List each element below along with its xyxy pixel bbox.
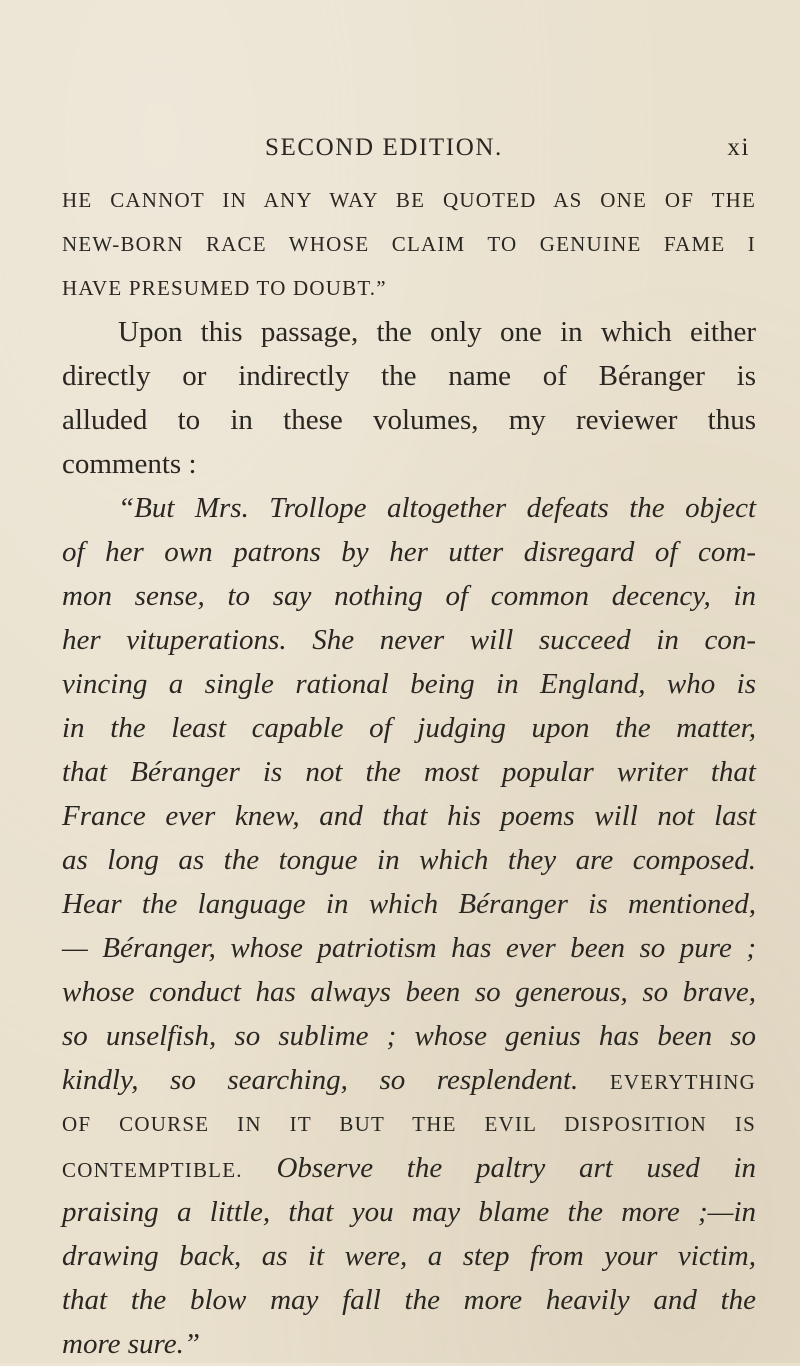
text-line: comments :	[62, 448, 197, 480]
text-line: whose conduct has always been so generous, so brave,	[62, 976, 756, 1008]
text-line	[62, 1146, 756, 1190]
text-line: of her own patrons by her utter disregard of com-	[62, 536, 756, 568]
text-line: drawing back, as it were, a step from your victim,	[62, 1240, 756, 1272]
running-header	[265, 134, 750, 174]
text-line	[62, 1058, 756, 1102]
text-line: as long as the tongue in which they are composed.	[62, 844, 756, 876]
text-line: so unselfish, so sublime ; whose genius has been so	[62, 1020, 756, 1052]
text-line: in the least capable of judging upon the matter,	[62, 712, 756, 744]
text-line: her vituperations. She never will succeed in con-	[62, 624, 756, 656]
text-line: vincing a single rational being in England, who is	[62, 668, 756, 700]
small-caps-segment: CONTEMPTIBLE.	[62, 1158, 243, 1182]
page-number: xi	[727, 134, 750, 161]
text-line: directly or indirectly the name of Béranger is	[62, 360, 756, 392]
text-line: alluded to in these volumes, my reviewer thus	[62, 404, 756, 436]
text-line: Upon this passage, the only one in which either	[118, 316, 756, 348]
text-line: praising a little, that you may blame the more ;—in	[62, 1196, 756, 1228]
text-line: HE CANNOT IN ANY WAY BE QUOTED AS ONE OF THE	[62, 188, 756, 212]
text-line: that the blow may fall the more heavily and the	[62, 1284, 756, 1316]
running-head-title: SECOND EDITION.	[265, 134, 503, 161]
text-line: France ever knew, and that his poems will not last	[62, 800, 756, 832]
text-line: HAVE PRESUMED TO DOUBT.”	[62, 276, 387, 300]
small-caps-segment: EVERYTHING	[609, 1070, 756, 1094]
text-line: — Béranger, whose patriotism has ever been so pure ;	[62, 932, 756, 964]
text-line: Hear the language in which Béranger is mentioned,	[62, 888, 756, 920]
text-line: more sure.”	[62, 1328, 201, 1360]
text-line: NEW-BORN RACE WHOSE CLAIM TO GENUINE FAME I	[62, 232, 756, 256]
text-segment: Observe the paltry art used in	[276, 1152, 757, 1184]
text-line: “But Mrs. Trollope altogether defeats the object	[118, 492, 756, 524]
text-line: that Béranger is not the most popular writer that	[62, 756, 756, 788]
text-line: OF COURSE IN IT BUT THE EVIL DISPOSITION IS	[62, 1112, 756, 1136]
body-text	[62, 178, 756, 1366]
text-segment: kindly, so searching, so resplendent.	[62, 1064, 579, 1096]
text-line: mon sense, to say nothing of common decency, in	[62, 580, 756, 612]
